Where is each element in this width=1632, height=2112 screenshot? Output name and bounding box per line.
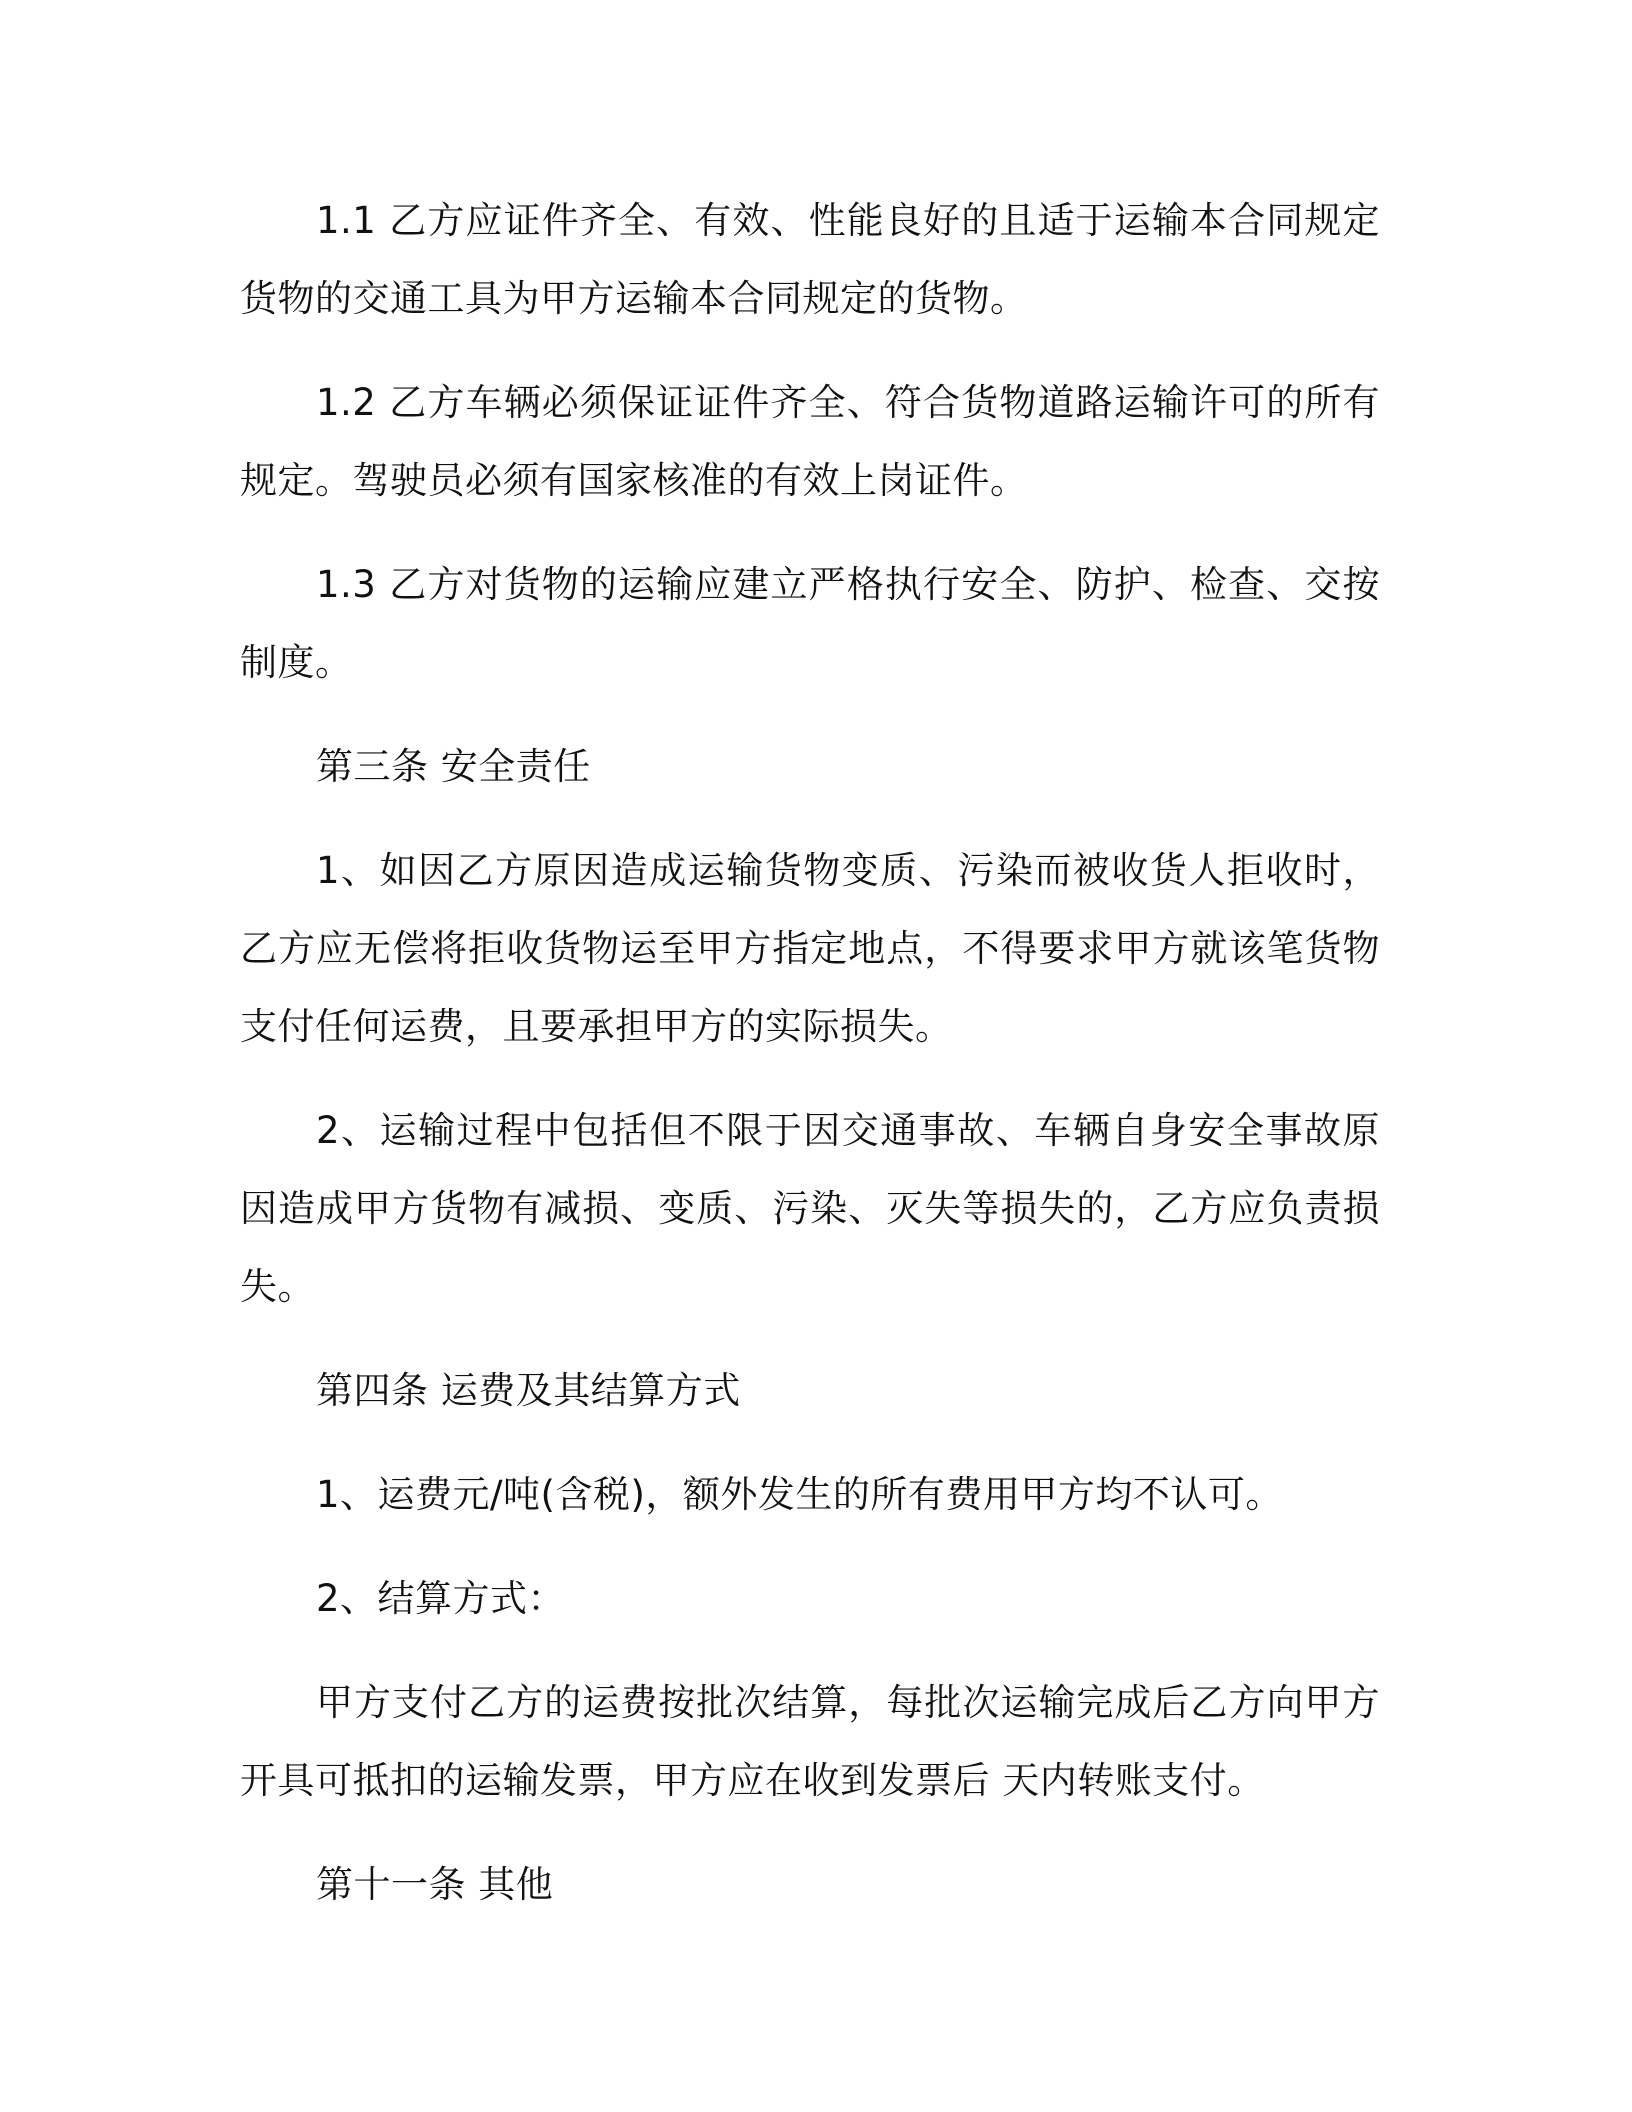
clause-1-1: 1.1 乙方应证件齐全、有效、性能良好的且适于运输本合同规定货物的交通工具为甲方运输本合同规定的货物。 [240, 199, 1380, 320]
article-3-heading: 第三条 安全责任 [316, 745, 591, 788]
article-4-item-2: 2、结算方式： [316, 1577, 566, 1620]
clause-1-2: 1.2 乙方车辆必须保证证件齐全、符合货物道路运输许可的所有规定。驾驶员必须有国家核准的有效上岗证件。 [240, 381, 1380, 502]
article-4-item-1: 1、运费元/吨(含税)，额外发生的所有费用甲方均不认可。 [316, 1473, 1283, 1516]
article-4-heading: 第四条 运费及其结算方式 [316, 1369, 741, 1412]
article-3-item-1: 1、如因乙方原因造成运输货物变质、污染而被收货人拒收时，乙方应无偿将拒收货物运至甲方指定地点，不得要求甲方就该笔货物支付任何运费，且要承担甲方的实际损失。 [240, 849, 1380, 1048]
clause-1-3: 1.3 乙方对货物的运输应建立严格执行安全、防护、检查、交按制度。 [240, 563, 1380, 684]
article-3-item-2: 2、运输过程中包括但不限于因交通事故、车辆自身安全事故原因造成甲方货物有减损、变质、污染、灭失等损失的，乙方应负责损失。 [240, 1109, 1380, 1308]
document-body [240, 182, 1380, 1950]
settlement-detail: 甲方支付乙方的运费按批次结算，每批次运输完成后乙方向甲方开具可抵扣的运输发票，甲方应在收到发票后 天内转账支付。 [240, 1681, 1380, 1802]
article-11-heading: 第十一条 其他 [316, 1863, 554, 1906]
